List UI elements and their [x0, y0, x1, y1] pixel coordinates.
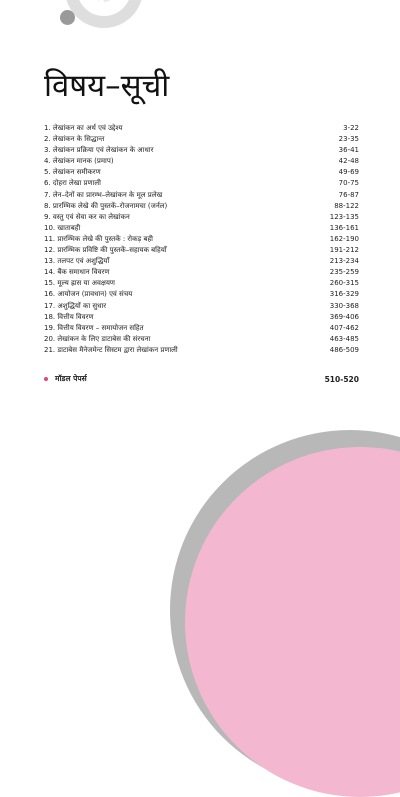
toc-chapter-label: 11. प्रारम्भिक लेखे की पुस्तकें : रोकड़ बही	[44, 234, 153, 243]
toc-row	[44, 301, 359, 312]
toc-page-range: 213-234	[329, 257, 359, 266]
toc-chapter-label: 16. आयोजन (प्रावधान) एवं संचय	[44, 290, 133, 299]
toc-chapter-label: 7. लेन–देनों का प्रारम्भ–लेखांकन के मूल प्रलेख	[44, 190, 163, 199]
toc-row	[44, 156, 359, 167]
toc-row	[44, 289, 359, 300]
toc-page-range: 23-35	[338, 135, 359, 144]
page-title: विषय–सूची	[44, 68, 170, 104]
toc-page-range: 36-41	[338, 146, 359, 155]
toc-row	[44, 123, 359, 134]
toc-row	[44, 190, 359, 201]
toc-row	[44, 167, 359, 178]
toc-chapter-label: 15. मूल्य ह्रास या अवक्षयण	[44, 279, 115, 288]
model-papers-pages: 510-520	[324, 374, 359, 384]
toc-row	[44, 312, 359, 323]
toc-row	[44, 201, 359, 212]
toc-chapter-label: 6. दोहरा लेखा प्रणाली	[44, 179, 101, 188]
toc-row	[44, 145, 359, 156]
toc-chapter-label: 12. प्रारम्भिक प्रविष्टि की पुस्तकें–सहायक बहियाँ	[44, 246, 167, 255]
toc-row	[44, 223, 359, 234]
toc-chapter-label: 14. बैंक समाधान विवरण	[44, 268, 110, 277]
toc-page-range: 49-69	[338, 168, 359, 177]
toc-chapter-label: 8. प्रारम्भिक लेखे की पुस्तकें–रोजनामचा (जर्नल)	[44, 201, 168, 210]
toc-chapter-label: 1. लेखांकन का अर्थ एवं उद्देश्य	[44, 124, 123, 132]
toc-row	[44, 178, 359, 189]
toc-page-range: 3-22	[343, 124, 359, 132]
toc-page-range: 486-509	[329, 345, 359, 354]
toc-row	[44, 345, 359, 356]
toc-chapter-label: 18. वित्तीय विवरण	[44, 312, 94, 321]
toc-page-range: 88-122	[334, 201, 359, 210]
toc-page-range: 235-259	[329, 268, 359, 277]
model-papers-row	[44, 374, 359, 384]
toc-chapter-label: 9. वस्तु एवं सेवा कर का लेखांकन	[44, 212, 130, 221]
toc-chapter-label: 17. अशुद्धियों का सुधार	[44, 301, 107, 310]
toc-page-range: 70-75	[338, 179, 359, 188]
table-of-contents	[44, 123, 359, 356]
toc-chapter-label: 5. लेखांकन समीकरण	[44, 168, 101, 177]
toc-row	[44, 323, 359, 334]
toc-chapter-label: 21. डाटाबेस मैनेजमेन्ट सिस्टम द्वारा लेखांकन प्रणाली	[44, 345, 178, 354]
toc-row	[44, 278, 359, 289]
toc-page-range: 123-135	[329, 212, 359, 221]
bullet-icon	[44, 377, 48, 381]
toc-page-range: 330-368	[329, 301, 359, 310]
toc-page-range: 42-48	[338, 157, 359, 166]
toc-row	[44, 334, 359, 345]
toc-page-range: 136-161	[329, 223, 359, 232]
toc-chapter-label: 20. लेखांकन के लिए डाटाबेस की संरचना	[44, 334, 151, 343]
toc-row	[44, 234, 359, 245]
toc-page-range: 76-87	[338, 190, 359, 199]
toc-page-range: 260-315	[329, 279, 359, 288]
model-papers-label: मॉडल पेपर्स	[55, 374, 87, 383]
toc-chapter-label: 3. लेखांकन प्रक्रिया एवं लेखांकन के आधार	[44, 146, 154, 155]
toc-chapter-label: 10. खाताबही	[44, 223, 81, 232]
toc-row	[44, 245, 359, 256]
toc-page-range: 191-212	[329, 246, 359, 255]
toc-row	[44, 267, 359, 278]
toc-chapter-label: 4. लेखांकन मानक (प्रमाप)	[44, 157, 114, 166]
toc-chapter-label: 2. लेखांकन के सिद्धान्त	[44, 135, 105, 144]
toc-page-range: 162-190	[329, 234, 359, 243]
toc-row	[44, 256, 359, 267]
toc-row	[44, 212, 359, 223]
toc-chapter-label: 13. तलपट एवं अशुद्धियाँ	[44, 257, 110, 266]
toc-page-range: 316-329	[329, 290, 359, 299]
toc-page-range: 369-406	[329, 312, 359, 321]
toc-page-range: 407-462	[329, 323, 359, 332]
toc-page-range: 463-485	[329, 334, 359, 343]
toc-row	[44, 134, 359, 145]
toc-chapter-label: 19. वित्तीय विवरण – समायोजन सहित	[44, 323, 144, 332]
